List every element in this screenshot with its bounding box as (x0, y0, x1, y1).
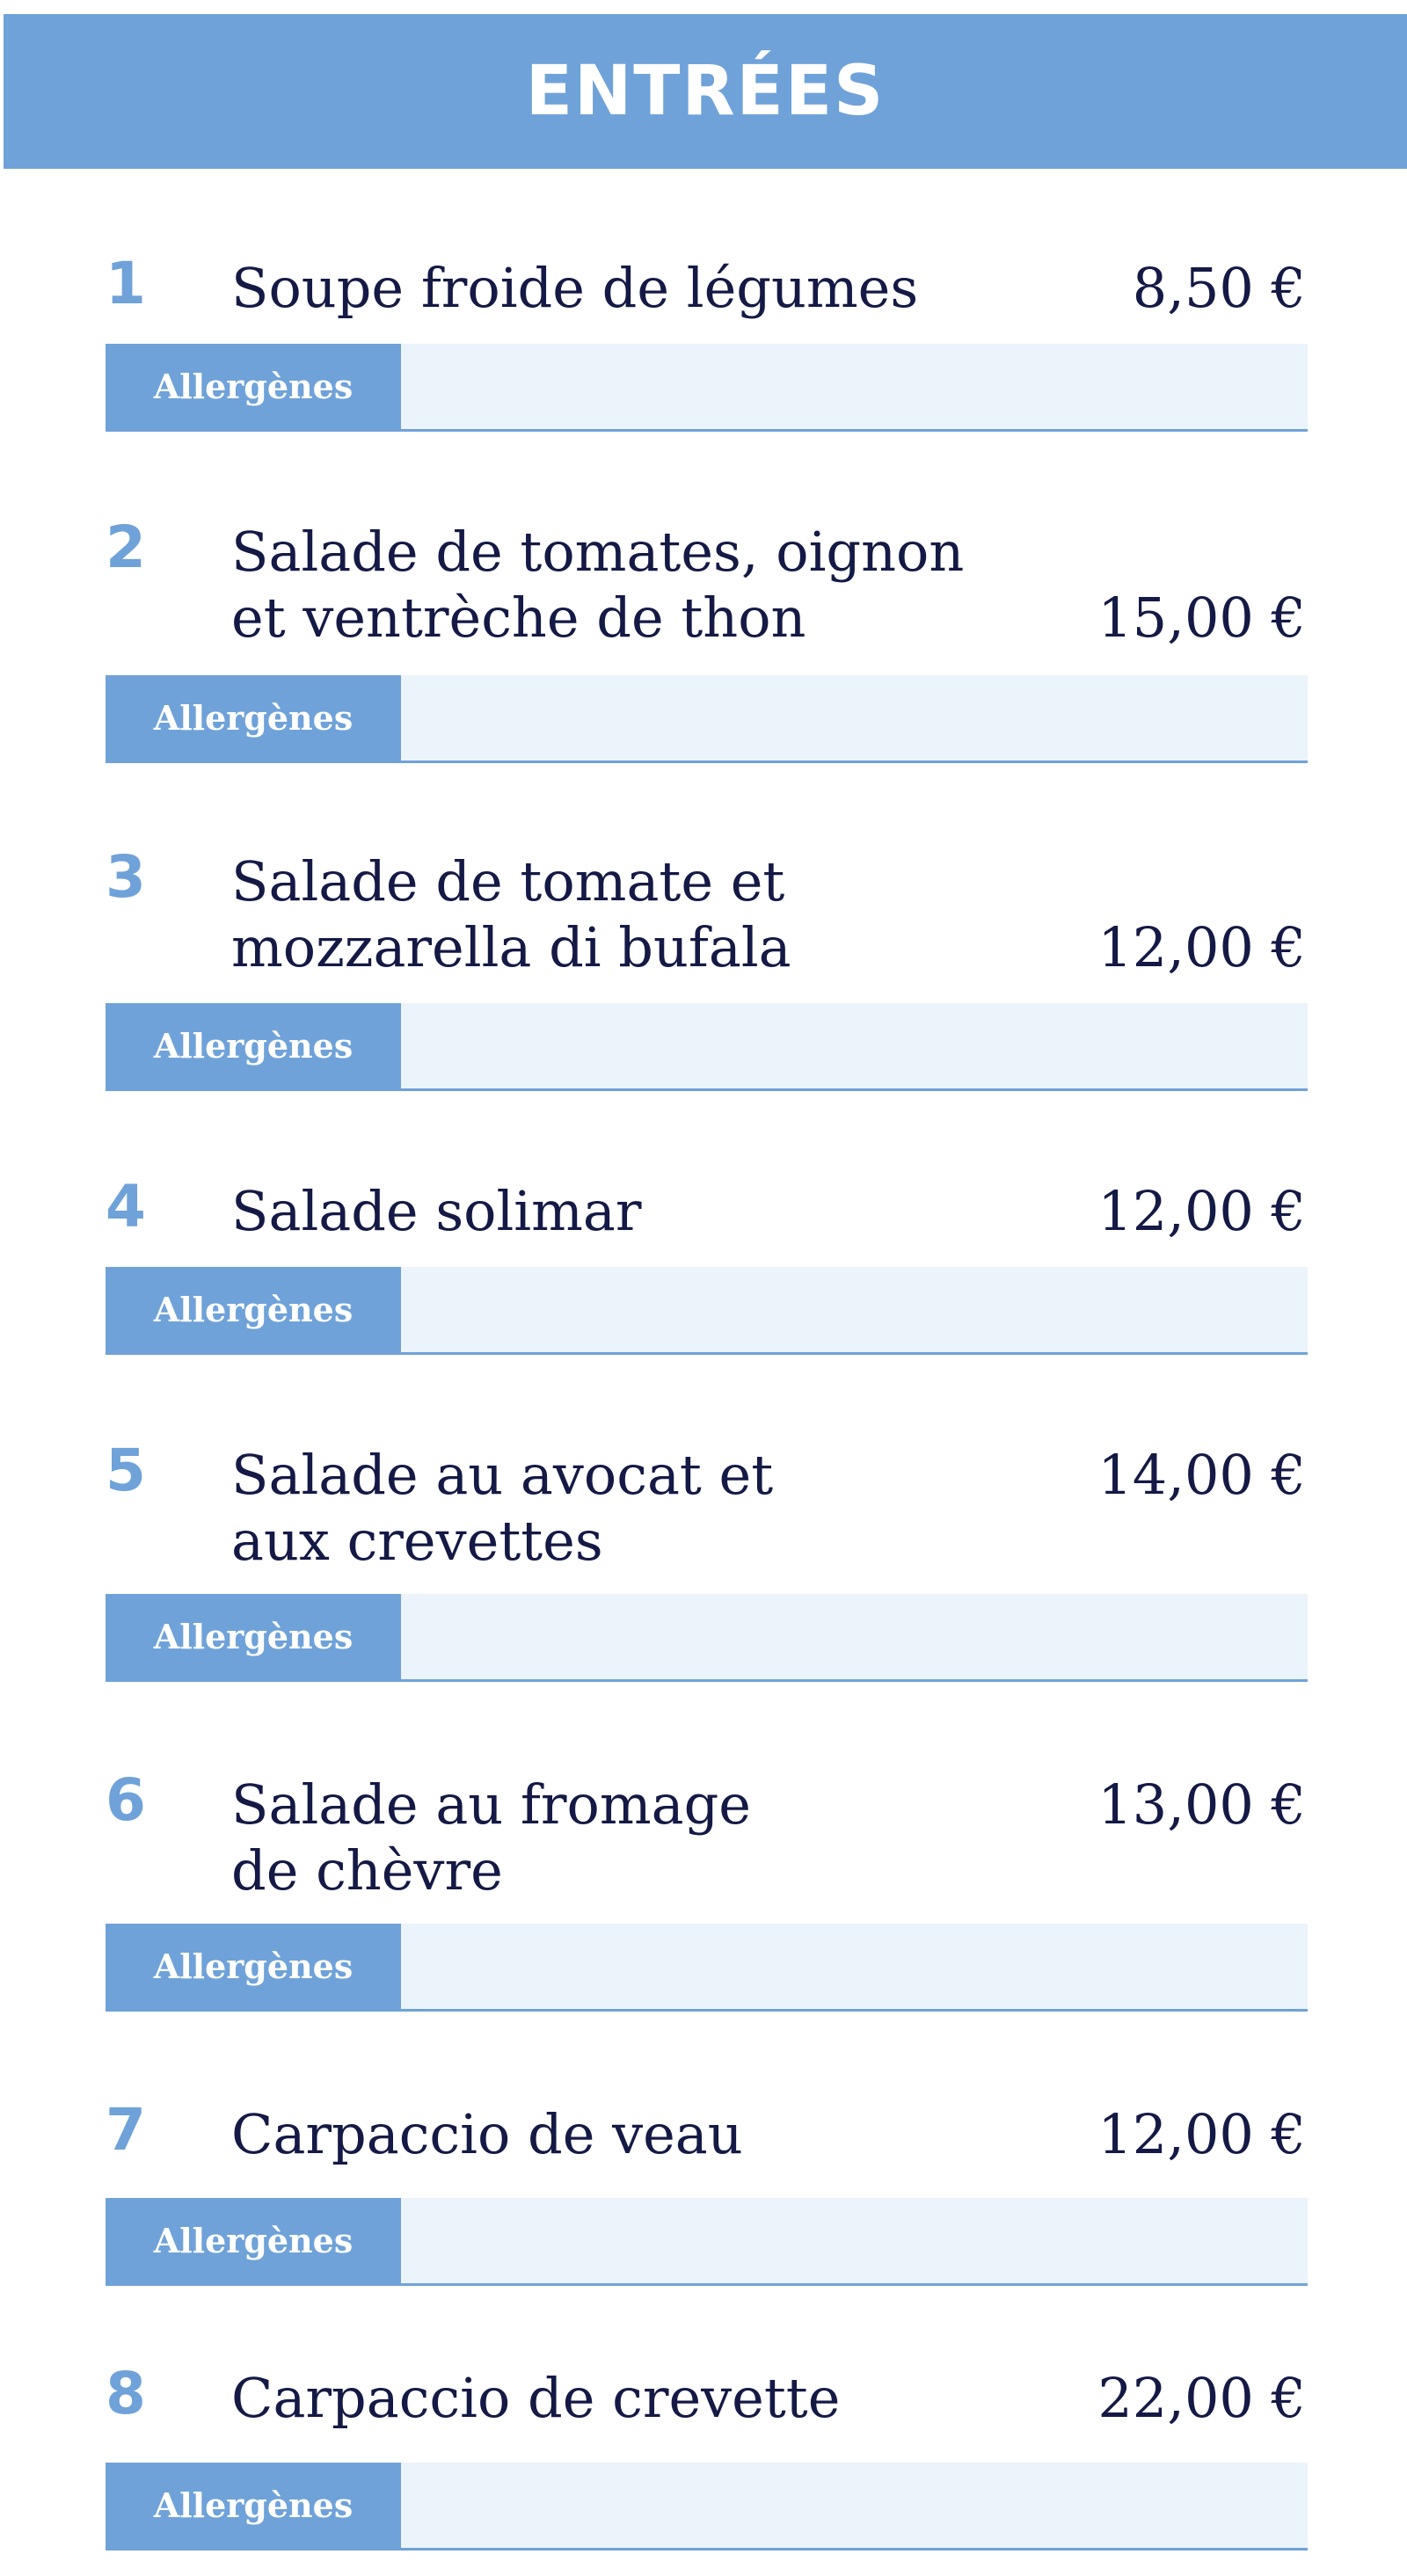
item-price: 15,00 € (1097, 586, 1306, 650)
item-price: 8,50 € (1132, 256, 1306, 320)
item-name: Salade au fromage de chèvre (231, 1772, 751, 1903)
allergen-bar (106, 1267, 1308, 1355)
allergen-label: Allergènes (106, 2198, 401, 2283)
item-number: 5 (106, 1437, 146, 1504)
allergen-bar (106, 344, 1308, 432)
item-number: 7 (106, 2096, 146, 2164)
item-price: 12,00 € (1097, 2102, 1306, 2166)
item-name: Carpaccio de crevette (231, 2366, 841, 2430)
item-name: Salade au avocat et aux crevettes (231, 1443, 774, 1573)
allergen-bar (106, 1594, 1308, 1682)
item-number: 4 (106, 1173, 146, 1241)
item-price: 12,00 € (1097, 915, 1306, 979)
allergen-bar (106, 1003, 1308, 1091)
allergen-label: Allergènes (106, 1594, 401, 1679)
item-number: 2 (106, 513, 146, 581)
allergen-label: Allergènes (106, 2463, 401, 2548)
item-name: Salade solimar (231, 1179, 642, 1243)
item-price: 22,00 € (1097, 2366, 1306, 2430)
item-number: 1 (106, 250, 146, 317)
item-price: 13,00 € (1097, 1772, 1306, 1837)
allergen-bar (106, 2463, 1308, 2551)
item-name: Carpaccio de veau (231, 2102, 743, 2166)
item-number: 8 (106, 2360, 146, 2427)
item-number: 3 (106, 843, 146, 911)
allergen-label: Allergènes (106, 1924, 401, 2009)
item-name: Soupe froide de légumes (231, 256, 919, 320)
item-number: 6 (106, 1766, 146, 1834)
allergen-label: Allergènes (106, 344, 401, 429)
item-name: Salade de tomate et mozzarella di bufala (231, 849, 791, 979)
allergen-label: Allergènes (106, 1003, 401, 1088)
allergen-label: Allergènes (106, 675, 401, 760)
allergen-bar (106, 675, 1308, 763)
allergen-bar (106, 1924, 1308, 2012)
item-price: 12,00 € (1097, 1179, 1306, 1243)
section-header (4, 14, 1407, 169)
section-title: ENTRÉES (525, 52, 886, 131)
item-name: Salade de tomates, oignon et ventrèche de thon (231, 520, 965, 650)
allergen-label: Allergènes (106, 1267, 401, 1352)
allergen-bar (106, 2198, 1308, 2286)
item-price: 14,00 € (1097, 1443, 1306, 1507)
